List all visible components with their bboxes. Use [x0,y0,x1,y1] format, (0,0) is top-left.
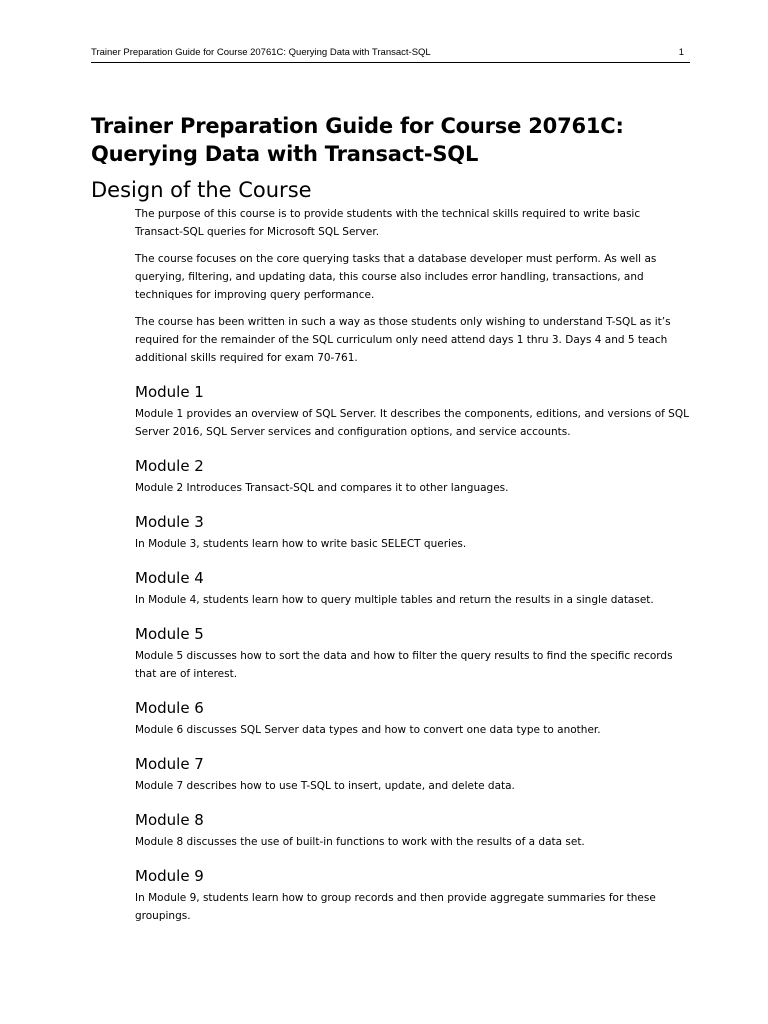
module-heading: Module 2 [135,457,204,475]
module-heading: Module 4 [135,569,204,587]
module-description: Module 5 discusses how to sort the data and how to filter the query results to find the specific records that are of interest. [135,650,673,680]
module-section [135,866,691,925]
module-description: In Module 4, students learn how to query multiple tables and return the results in a single dataset. [135,594,654,606]
module-heading: Module 8 [135,811,204,829]
module-section [135,810,691,851]
module-section [135,512,691,553]
module-section [135,698,691,739]
document-title: Trainer Preparation Guide for Course 20761C: Querying Data with Transact-SQL [91,114,624,166]
module-section [135,456,691,497]
module-heading: Module 7 [135,755,204,773]
running-header [91,44,690,63]
document-body [135,205,691,925]
module-description: Module 8 discusses the use of built-in functions to work with the results of a data set. [135,836,585,848]
module-description: In Module 9, students learn how to group records and then provide aggregate summaries for these groupings. [135,892,656,922]
body-paragraph: The purpose of this course is to provide students with the technical skills required to write basic Transact-SQL queries for Microsoft SQL Server. [135,208,641,238]
body-paragraph: The course focuses on the core querying tasks that a database developer must perform. As well as querying, filtering, and updating data, this course also includes error handling, transactions, and techniques for improving query performance. [135,253,657,301]
running-header-title: Trainer Preparation Guide for Course 20761C: Querying Data with Transact-SQL [91,47,431,58]
page-number: 1 [678,47,684,58]
module-description: Module 2 Introduces Transact-SQL and compares it to other languages. [135,482,509,494]
module-heading: Module 5 [135,625,204,643]
module-section [135,624,691,683]
module-description: Module 6 discusses SQL Server data types and how to convert one data type to another. [135,724,601,736]
module-section [135,382,691,441]
module-heading: Module 6 [135,699,204,717]
module-heading: Module 3 [135,513,204,531]
module-heading: Module 9 [135,867,204,885]
module-description: Module 1 provides an overview of SQL Server. It describes the components, editions, and versions of SQL Server 2016, SQL Server services and configuration options, and service accounts. [135,408,689,438]
module-heading: Module 1 [135,383,204,401]
module-description: Module 7 describes how to use T-SQL to insert, update, and delete data. [135,780,515,792]
module-section [135,568,691,609]
body-paragraph: The course has been written in such a way as those students only wishing to understand T-SQL as it’s required for the remainder of the SQL curriculum only need attend days 1 thru 3. Days 4 and 5 teach additional skills required for exam 70-761. [135,316,671,364]
module-description: In Module 3, students learn how to write basic SELECT queries. [135,538,467,550]
section-heading: Design of the Course [91,178,312,202]
module-section [135,754,691,795]
